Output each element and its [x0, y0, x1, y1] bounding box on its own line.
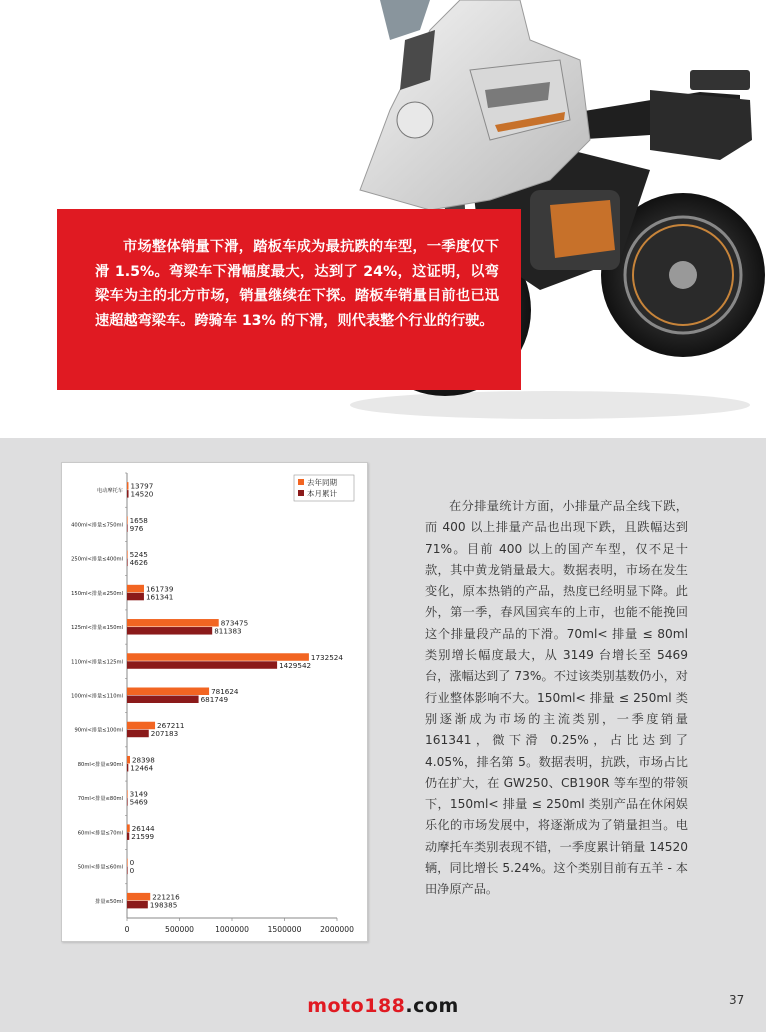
data-label: 207183 — [150, 729, 179, 739]
bar-this-period — [127, 901, 148, 909]
category-label: 排量≤50ml — [95, 898, 123, 905]
category-label: 400ml<排量≤750ml — [71, 522, 123, 529]
bar-this-period — [127, 730, 149, 738]
bar-last-year — [127, 482, 128, 490]
bar-this-period — [127, 832, 129, 840]
bar-last-year — [127, 653, 309, 661]
data-label: 1658 — [129, 515, 148, 525]
category-label: 90ml<排量≤100ml — [74, 727, 123, 734]
bar-this-period — [127, 764, 128, 772]
bar-last-year — [127, 756, 130, 764]
data-label: 5245 — [129, 550, 148, 560]
bar-last-year — [127, 516, 128, 524]
chart-canvas — [62, 463, 367, 941]
data-label: 976 — [129, 523, 144, 533]
bar-this-period — [127, 661, 277, 669]
data-label: 14520 — [130, 489, 154, 499]
data-label: 1732524 — [310, 652, 343, 662]
data-label: 0 — [129, 866, 135, 876]
category-label: 250ml<排量≤400ml — [71, 556, 123, 563]
x-tick-label: 1500000 — [267, 925, 302, 934]
legend-label: 去年同期 — [307, 478, 337, 487]
category-label: 80ml<排量≤90ml — [77, 761, 123, 768]
bar-this-period — [127, 867, 128, 875]
bar-this-period — [127, 798, 128, 806]
data-label: 1429542 — [279, 660, 312, 670]
bar-last-year — [127, 619, 219, 627]
bar-this-period — [127, 593, 144, 601]
x-tick-label: 500000 — [165, 925, 194, 934]
bar-this-period — [127, 559, 128, 567]
data-label: 12464 — [130, 763, 154, 773]
bar-last-year — [127, 585, 144, 593]
data-label: 161341 — [145, 592, 174, 602]
legend-swatch — [298, 490, 304, 496]
bar-last-year — [127, 688, 209, 696]
brand-tld: .com — [405, 995, 459, 1017]
x-tick-label: 1000000 — [215, 925, 249, 934]
bar-this-period — [127, 696, 199, 704]
bar-this-period — [127, 524, 128, 532]
category-label: 125ml<排量≤150ml — [71, 625, 123, 632]
bar-last-year — [127, 551, 128, 559]
x-tick-label: 0 — [124, 925, 130, 934]
data-label: 221216 — [152, 892, 180, 902]
callout-box — [57, 209, 521, 390]
bar-last-year — [127, 859, 128, 867]
data-label: 873475 — [220, 618, 249, 628]
category-label: 电动摩托车 — [97, 488, 123, 495]
category-label: 150ml<排量≤250ml — [71, 590, 123, 597]
data-label: 0 — [129, 858, 135, 868]
data-label: 267211 — [157, 721, 185, 731]
data-label: 28398 — [131, 755, 155, 765]
data-label: 811383 — [214, 626, 242, 636]
article-body — [425, 496, 688, 901]
bar-last-year — [127, 893, 150, 901]
legend-label: 本月累计 — [307, 489, 337, 498]
category-label: 70ml<排量≤80ml — [77, 796, 123, 803]
bar-this-period — [127, 627, 212, 635]
data-label: 681749 — [200, 695, 229, 704]
category-label: 100ml<排量≤110ml — [71, 693, 123, 700]
hero-section — [0, 0, 766, 438]
data-label: 13797 — [130, 481, 154, 491]
legend-swatch — [298, 479, 304, 485]
data-label: 26144 — [131, 823, 155, 833]
data-label: 781624 — [211, 687, 239, 696]
category-label: 110ml<排量≤125ml — [71, 659, 123, 666]
data-label: 198385 — [149, 900, 178, 910]
bar-last-year — [127, 722, 155, 730]
data-label: 5469 — [129, 797, 148, 807]
data-label: 21599 — [131, 831, 155, 841]
bar-last-year — [127, 824, 130, 832]
category-label: 50ml<排量≤60ml — [77, 864, 123, 871]
displacement-bar-chart — [61, 462, 368, 942]
data-label: 4626 — [129, 558, 148, 568]
brand-main: moto188 — [307, 995, 406, 1017]
bar-this-period — [127, 490, 129, 498]
article-paragraph: 在分排量统计方面，小排量产品全线下跌，而 400 以上排量产品也出现下跌，且跌幅达到 71%。目前 400 以上的国产车型，仅不足十款，其中黄龙销量最大。数据表明，市场在发生变化，原本热销的产品，热度已经明显下降。此外，第一季，春风国宾车的上市，也能不能挽回这个排量段产品的下滑。70ml< 排量 ≤ 80ml 类别增长幅度最大，从 3149 台增长至 5469 台，涨幅达到了 73%。不过该类别基数仍小，对行业整体影响不大。150ml< 排量 ≤ 250ml 类别逐渐成为市场的主流类别，一季度销量 161341，微下滑 0.25%，占比达到了 4.05%，排名第 5。数据表明，抗跌，市场占比仍在扩大，在 GW250、CB190R 等车型的带领下，150ml< 排量 ≤ 250ml 类别产品在休闲娱乐化的市场发展中，将逐渐成为了销量担当。电动摩托车类别表现不错，一季度累计销量 14520 辆，同比增长 5.24%。这个类别目前有五羊 - 本田净原产品。 — [425, 499, 688, 897]
category-label: 60ml<排量≤70ml — [77, 830, 123, 837]
data-label: 3149 — [129, 789, 148, 799]
site-logo — [0, 995, 766, 1017]
page-number: 37 — [729, 993, 745, 1007]
bar-last-year — [127, 790, 128, 798]
data-label: 161739 — [145, 584, 174, 594]
x-tick-label: 2000000 — [320, 925, 354, 934]
callout-text: 市场整体销量下滑，踏板车成为最抗跌的车型，一季度仅下滑 1.5%。弯梁车下滑幅度最大，达到了 24%，这证明，以弯梁车为主的北方市场，销量继续在下探。踏板车销量目前也已迅速超越弯梁车。跨骑车 13% 的下滑，则代表整个行业的行驶。 — [95, 239, 499, 329]
